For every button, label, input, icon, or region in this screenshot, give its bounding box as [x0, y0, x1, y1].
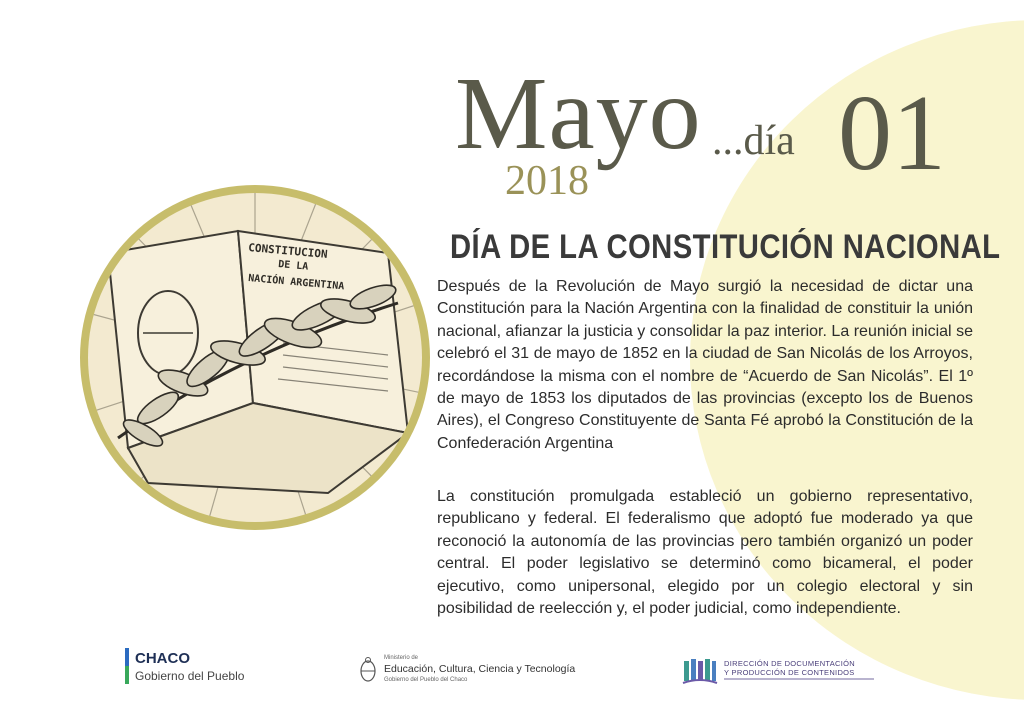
day-word-label: ...día	[712, 118, 795, 164]
date-header	[0, 0, 1024, 210]
paragraph-history: Después de la Revolución de Mayo surgió la necesidad de dictar una Constitución para la Nación Argentina con la finalidad de constituir la unión nacional, afianzar la justicia y consolidar la paz interior. La reunión inicial se celebró el 31 de mayo de 1852 en la ciudad de San Nicolás de los Arroyos, recordándose la misma con el nombre de “Acuerdo de San Nicolás”. El 1º de mayo de 1853 los diputados de las provincias (excepto los de Buenos Aires), el Congreso Constituyente de Santa Fé aprobó la Constitución de la Confederación Argentina	[437, 278, 973, 452]
paragraph-constitution: La constitución promulgada estableció un gobierno representativo, republicano y federal. El federalismo que adoptó fue moderado ya que reconoció la autonomía de las provincias pero también organizó un poder central. El poder legislativo se determinó como bicameral, el poder ejecutivo, como unipersonal, elegido por un colegio electoral y sin posibilidad de reelección y, el poder judicial, como independiente.	[437, 488, 973, 618]
ministry-top-text: Ministerio de	[384, 655, 419, 661]
ministry-name: Educación, Cultura, Ciencia y Tecnología	[384, 663, 576, 675]
direction-underline	[724, 678, 874, 680]
page-title: DÍA DE LA CONSTITUCIÓN NACIONAL	[450, 228, 1001, 266]
book-title-line3: NACIÓN ARGENTINA	[247, 273, 345, 293]
chaco-logo-subtitle: Gobierno del Pueblo	[135, 669, 245, 683]
day-number: 01	[838, 74, 946, 193]
book-laurel-drawing	[88, 193, 422, 522]
ministry-subtitle: Gobierno del Pueblo del Chaco	[384, 677, 468, 683]
books-icon	[682, 657, 718, 685]
chaco-logo-bar	[125, 648, 129, 684]
coat-of-arms-icon	[360, 657, 376, 683]
chaco-logo-name: CHACO	[135, 650, 190, 667]
book-title-line2: DE LA	[277, 259, 309, 273]
year-label: 2018	[505, 158, 589, 204]
month-label: Mayo	[455, 56, 702, 171]
chaco-logo	[125, 648, 265, 688]
ministry-logo	[360, 655, 580, 689]
direction-name-line1: DIRECCIÓN DE DOCUMENTACIÓN	[724, 659, 855, 668]
direction-name-line2: Y PRODUCCIÓN DE CONTENIDOS	[724, 668, 855, 677]
constitution-book-illustration	[88, 193, 422, 522]
direction-logo	[682, 655, 922, 689]
book-title-line1: CONSTITUCION	[247, 241, 329, 261]
